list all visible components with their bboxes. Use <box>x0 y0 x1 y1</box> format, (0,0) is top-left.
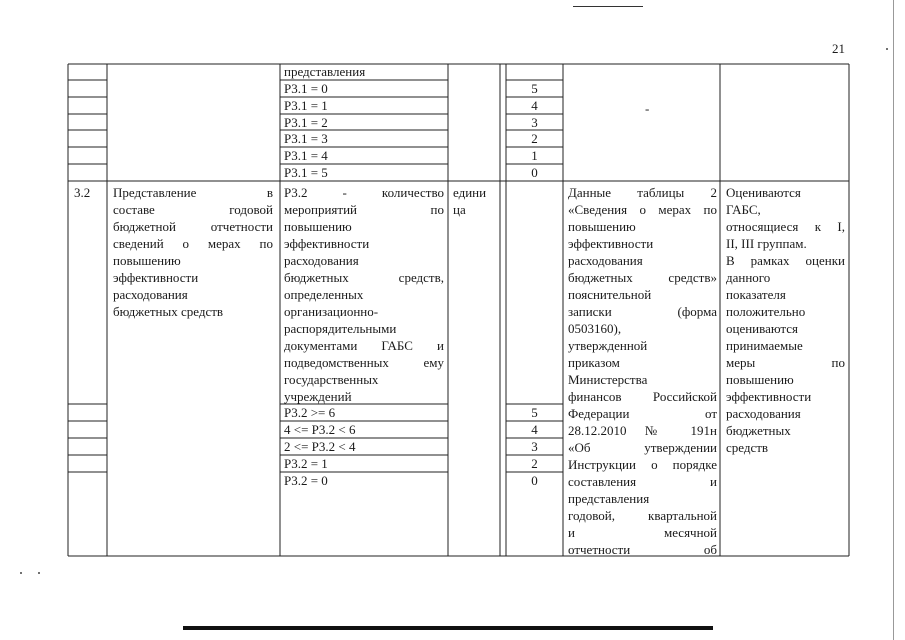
text-line: сведений о мерах по <box>113 236 273 251</box>
text-line: Министерства <box>568 372 648 387</box>
text-line: представления <box>568 491 650 506</box>
text-line: распорядительными <box>284 321 397 336</box>
text-line: расходования <box>113 287 188 302</box>
text-line: повышению <box>113 253 181 268</box>
text-line: оцениваются <box>726 321 799 336</box>
condition-cell: 4 <= Р3.2 < 6 <box>284 422 356 437</box>
text-line: повышению <box>568 219 636 234</box>
score-cell: 0 <box>531 473 538 488</box>
text-line: государственных <box>284 372 379 387</box>
score-cell: 5 <box>531 81 538 96</box>
text-line: эффективности <box>568 236 654 251</box>
text-line: данного <box>726 270 771 285</box>
text-line: организационно- <box>284 304 379 319</box>
unit-cell <box>453 184 486 218</box>
text-line: Федерации от <box>568 406 717 421</box>
condition-cell: Р3.1 = 1 <box>284 98 328 113</box>
text-line: повышению <box>284 219 352 234</box>
page-number: 21 <box>832 41 845 56</box>
condition-cell: Р3.2 >= 6 <box>284 405 336 420</box>
condition-cell: Р3.1 = 5 <box>284 165 328 180</box>
text-line: «Об утверждении <box>568 440 717 455</box>
stray-mark: - <box>645 101 650 116</box>
text-line: пояснительной <box>568 287 652 302</box>
text-line: бюджетных средств, <box>284 270 444 285</box>
note-cell <box>726 184 845 456</box>
text-line: утвержденной <box>568 338 648 353</box>
text-line: показателя <box>726 287 786 302</box>
text-line: учреждений <box>284 389 352 404</box>
condition-cell: Р3.1 = 3 <box>284 131 328 146</box>
score-cell: 0 <box>531 165 538 180</box>
text-line: расходования <box>726 406 801 421</box>
condition-cell: Р3.1 = 0 <box>284 81 328 96</box>
text-line: расходования <box>568 253 643 268</box>
text-line: приказом <box>568 355 620 370</box>
text-line: эффективности <box>284 236 370 251</box>
text-line: подведомственных ему <box>284 355 444 370</box>
text-line: В рамках оценки <box>726 253 845 268</box>
condition-cell: Р3.1 = 4 <box>284 148 328 163</box>
text-line: Инструкции о порядке <box>568 457 717 472</box>
text-line: «Сведения о мерах по <box>568 202 717 217</box>
text-line: Данные таблицы 2 <box>568 185 717 200</box>
condition-cell: Р3.2 = 1 <box>284 456 328 471</box>
text-line: положительно <box>726 304 806 319</box>
text-line: эффективности <box>726 389 812 404</box>
text-line: и месячной <box>568 525 717 540</box>
text-line: едини <box>453 185 487 200</box>
text-line: бюджетных <box>726 423 791 438</box>
text-line: 0503160), <box>568 321 622 336</box>
text-line: принимаемые <box>726 338 803 353</box>
text-line: II, III группам. <box>726 236 807 251</box>
text-line: Представление в <box>113 185 273 200</box>
text-line: эффективности <box>113 270 199 285</box>
condition-cell: 2 <= Р3.2 < 4 <box>284 439 356 454</box>
text-line: составе годовой <box>113 202 273 217</box>
text-line: определенных <box>284 287 364 302</box>
text-line: составления и <box>568 474 717 489</box>
score-cell: 2 <box>531 456 538 471</box>
text-line: средств <box>726 440 769 455</box>
text-line: финансов Российской <box>568 389 717 404</box>
text-line: годовой, квартальной <box>568 508 717 523</box>
text-line: расходования <box>284 253 359 268</box>
text-line: записки (форма <box>568 304 717 319</box>
text-line: документами ГАБС и <box>284 338 444 353</box>
text-line: ца <box>453 202 466 217</box>
text-line: Оцениваются <box>726 185 801 200</box>
text-line: мероприятий по <box>284 202 444 217</box>
score-cell: 4 <box>531 98 538 113</box>
score-cell: 5 <box>531 405 538 420</box>
text-line: бюджетных средств <box>113 304 224 319</box>
score-cell: 1 <box>531 148 538 163</box>
text-line: бюджетной отчетности <box>113 219 273 234</box>
score-cell: 3 <box>531 115 538 130</box>
text-line: отчетности об <box>568 542 717 557</box>
text-line: бюджетных средств» <box>568 270 717 285</box>
text-line: ГАБС, <box>726 202 761 217</box>
text-line: 28.12.2010 № 191н <box>568 423 717 438</box>
score-cell: 2 <box>531 131 538 146</box>
text-line: относящиеся к I, <box>726 219 845 234</box>
text-line: Р3.2 - количество <box>284 185 444 200</box>
upper-top-text: представления <box>284 64 366 79</box>
indicator-name-cell <box>113 184 273 320</box>
score-cell: 4 <box>531 422 538 437</box>
formula-cell <box>284 184 444 405</box>
row-number: 3.2 <box>74 185 91 200</box>
condition-cell: Р3.2 = 0 <box>284 473 328 488</box>
score-cell: 3 <box>531 439 538 454</box>
source-cell <box>568 184 717 558</box>
text-line: меры по <box>726 355 845 370</box>
text-line: повышению <box>726 372 794 387</box>
condition-cell: Р3.1 = 2 <box>284 115 328 130</box>
